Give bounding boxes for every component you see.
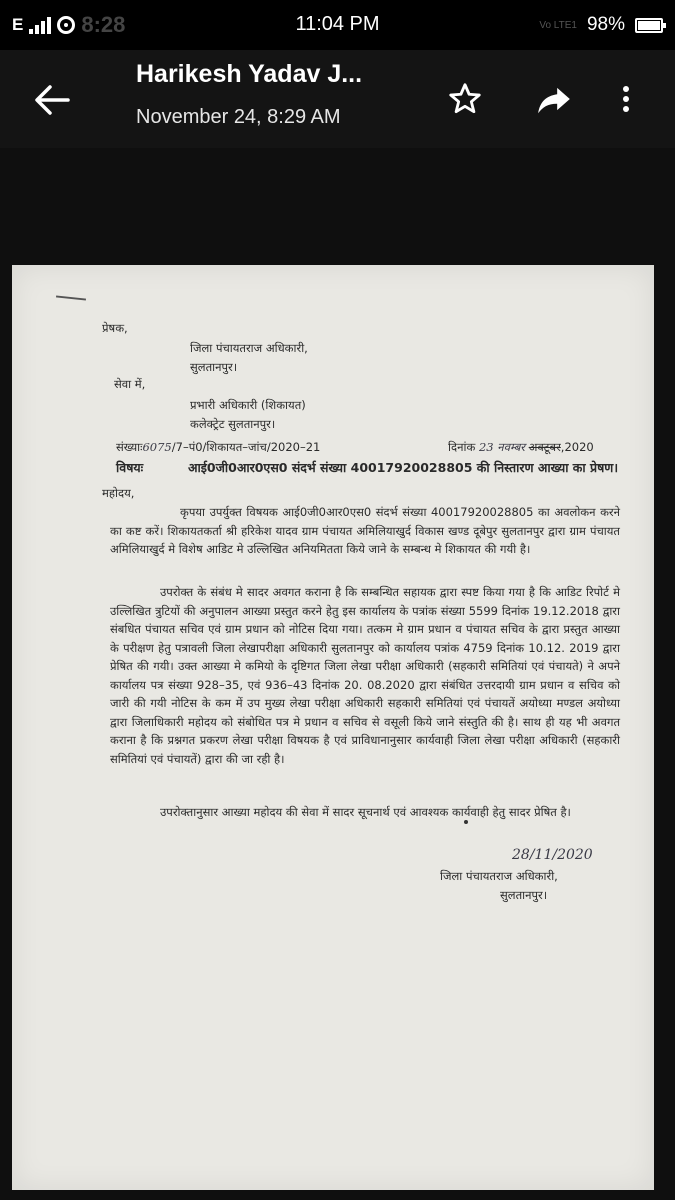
sender-label: प्रेषक,	[102, 321, 128, 335]
battery-icon	[635, 18, 663, 33]
to-line1: प्रभारी अधिकारी (शिकायत)	[190, 398, 306, 412]
star-icon[interactable]	[446, 80, 484, 118]
network-type: E	[12, 15, 24, 34]
more-vert-icon[interactable]	[614, 80, 638, 118]
back-arrow-icon[interactable]	[30, 80, 74, 120]
subject-label: विषयः	[116, 460, 144, 475]
letter-document	[12, 265, 654, 1190]
app-bar	[0, 50, 675, 148]
reference-number: संख्याः6075/7–पं0/शिकायत–जांच/2020–21	[116, 440, 321, 454]
status-time: 11:04 PM	[295, 13, 380, 35]
message-timestamp: November 24, 8:29 AM	[136, 106, 341, 128]
letter-date: दिनांक 23 नवम्बर अक्टूबर,2020	[448, 440, 594, 454]
subject-text: आई0जी0आर0एस0 संदर्भ संख्या 40017920028805 की निस्तारण आख्या का प्रेषण।	[188, 460, 619, 475]
date-struck: अक्टूबर	[528, 440, 561, 454]
paragraph-1: कृपया उपर्युक्त विषयक आई0जी0आर0एस0 संदर्भ संख्या 40017920028805 का अवलोकन करने का कष्ट करें। शिकायतकर्ता श्री हरिकेश यादव ग्राम पंचायत अमिलियाखुर्द विकास खण्ड दूबेपुर सुलतानपुर द्वारा ग्राम पंचायत अमिलियाखुर्द मे विशेष आडिट मे उल्लिखित अनियमितता किये जाने के सम्बन्ध मे शिकायत की गयी है।	[110, 505, 620, 556]
to-label: सेवा में,	[114, 377, 146, 391]
to-line2: कलेक्ट्रेट सुलतानपुर।	[190, 417, 276, 431]
date-handwritten: 23 नवम्बर	[478, 440, 526, 454]
volte-indicator: Vo LTE1	[539, 19, 577, 31]
share-icon[interactable]	[534, 80, 572, 118]
signatory-line1: जिला पंचायतराज अधिकारी,	[440, 869, 558, 883]
ghost-time: 8:28	[81, 12, 126, 37]
signatory-line2: सुलतानपुर।	[500, 888, 548, 902]
sender-line1: जिला पंचायतराज अधिकारी,	[190, 341, 308, 355]
pen-mark	[56, 295, 86, 300]
salutation: महोदय,	[102, 486, 135, 500]
battery-percent: 98%	[586, 14, 625, 35]
status-bar	[0, 0, 675, 50]
ref-handwritten: 6075	[142, 440, 172, 454]
sender-line2: सुलतानपुर।	[190, 360, 238, 374]
conversation-title: Harikesh Yadav J...	[136, 60, 363, 88]
ink-dot	[464, 820, 468, 824]
paragraph-3: उपरोक्तानुसार आख्या महोदय की सेवा में सादर सूचनार्थ एवं आवश्यक कार्यवाही हेतु सादर प्रेषित है।	[160, 805, 571, 819]
paragraph-2: उपरोक्त के संबंध मे सादर अवगत कराना है कि सम्बन्धित सहायक द्वारा स्पष्ट किया गया है कि आडिट रिपोर्ट मे उल्लिखित त्रुटियों की अनुपालन आख्या प्रस्तुत करने हेतु इस कार्यालय के पत्रांक संख्या 5599 दिनांक 19.12.2018 द्वारा संबधित पंचायत सचिव एवं ग्राम प्रधान को नोटिस दिया गया। तत्कम मे ग्राम प्रधान व पंचायत सचिव के द्वारा प्रस्तुत आख्या के परीक्षण हेतु पत्रावली जिला लेखापरीक्षा अधिकारी सुलतानपुर को कार्यालय पत्रांक 4759 दिनांक 10.12. 2019 द्वारा प्रेषित की गयी। उक्त आख्या मे कमियो के दृष्टिगत जिला लेखा परीक्षा अधिकारी (सहकारी समितियां एवं पंचायते) ने अपने कार्यालय पत्र संख्या 928–35, एवं 936–43 दिनांक 20. 08.2020 द्वारा संबंधित उत्तरदायी ग्राम प्रधान व सचिव को जारी की गयी नोटिस के कम में उप मुख्य लेखा परीक्षा अधिकारी सहकारी समितियां एवं पंचायतें अयोध्या मण्डल अयोध्या द्वारा जिलाधिकारी महोदय को संबोधित पत्र मे प्रधान व सचिव से वसूली किये जाने संस्तुति की है। साथ ही यह भी अवगत कराना है कि प्रश्नगत प्रकरण लेखा परीक्षा विषयक है एवं प्राविधानानुसार कार्यवाही जिला लेखा परीक्षा अधिकारी (सहकारी समितियां एवं पंचायतें) द्वारा की जा रही है।	[110, 585, 620, 766]
signature-date: 28/11/2020	[512, 847, 593, 863]
